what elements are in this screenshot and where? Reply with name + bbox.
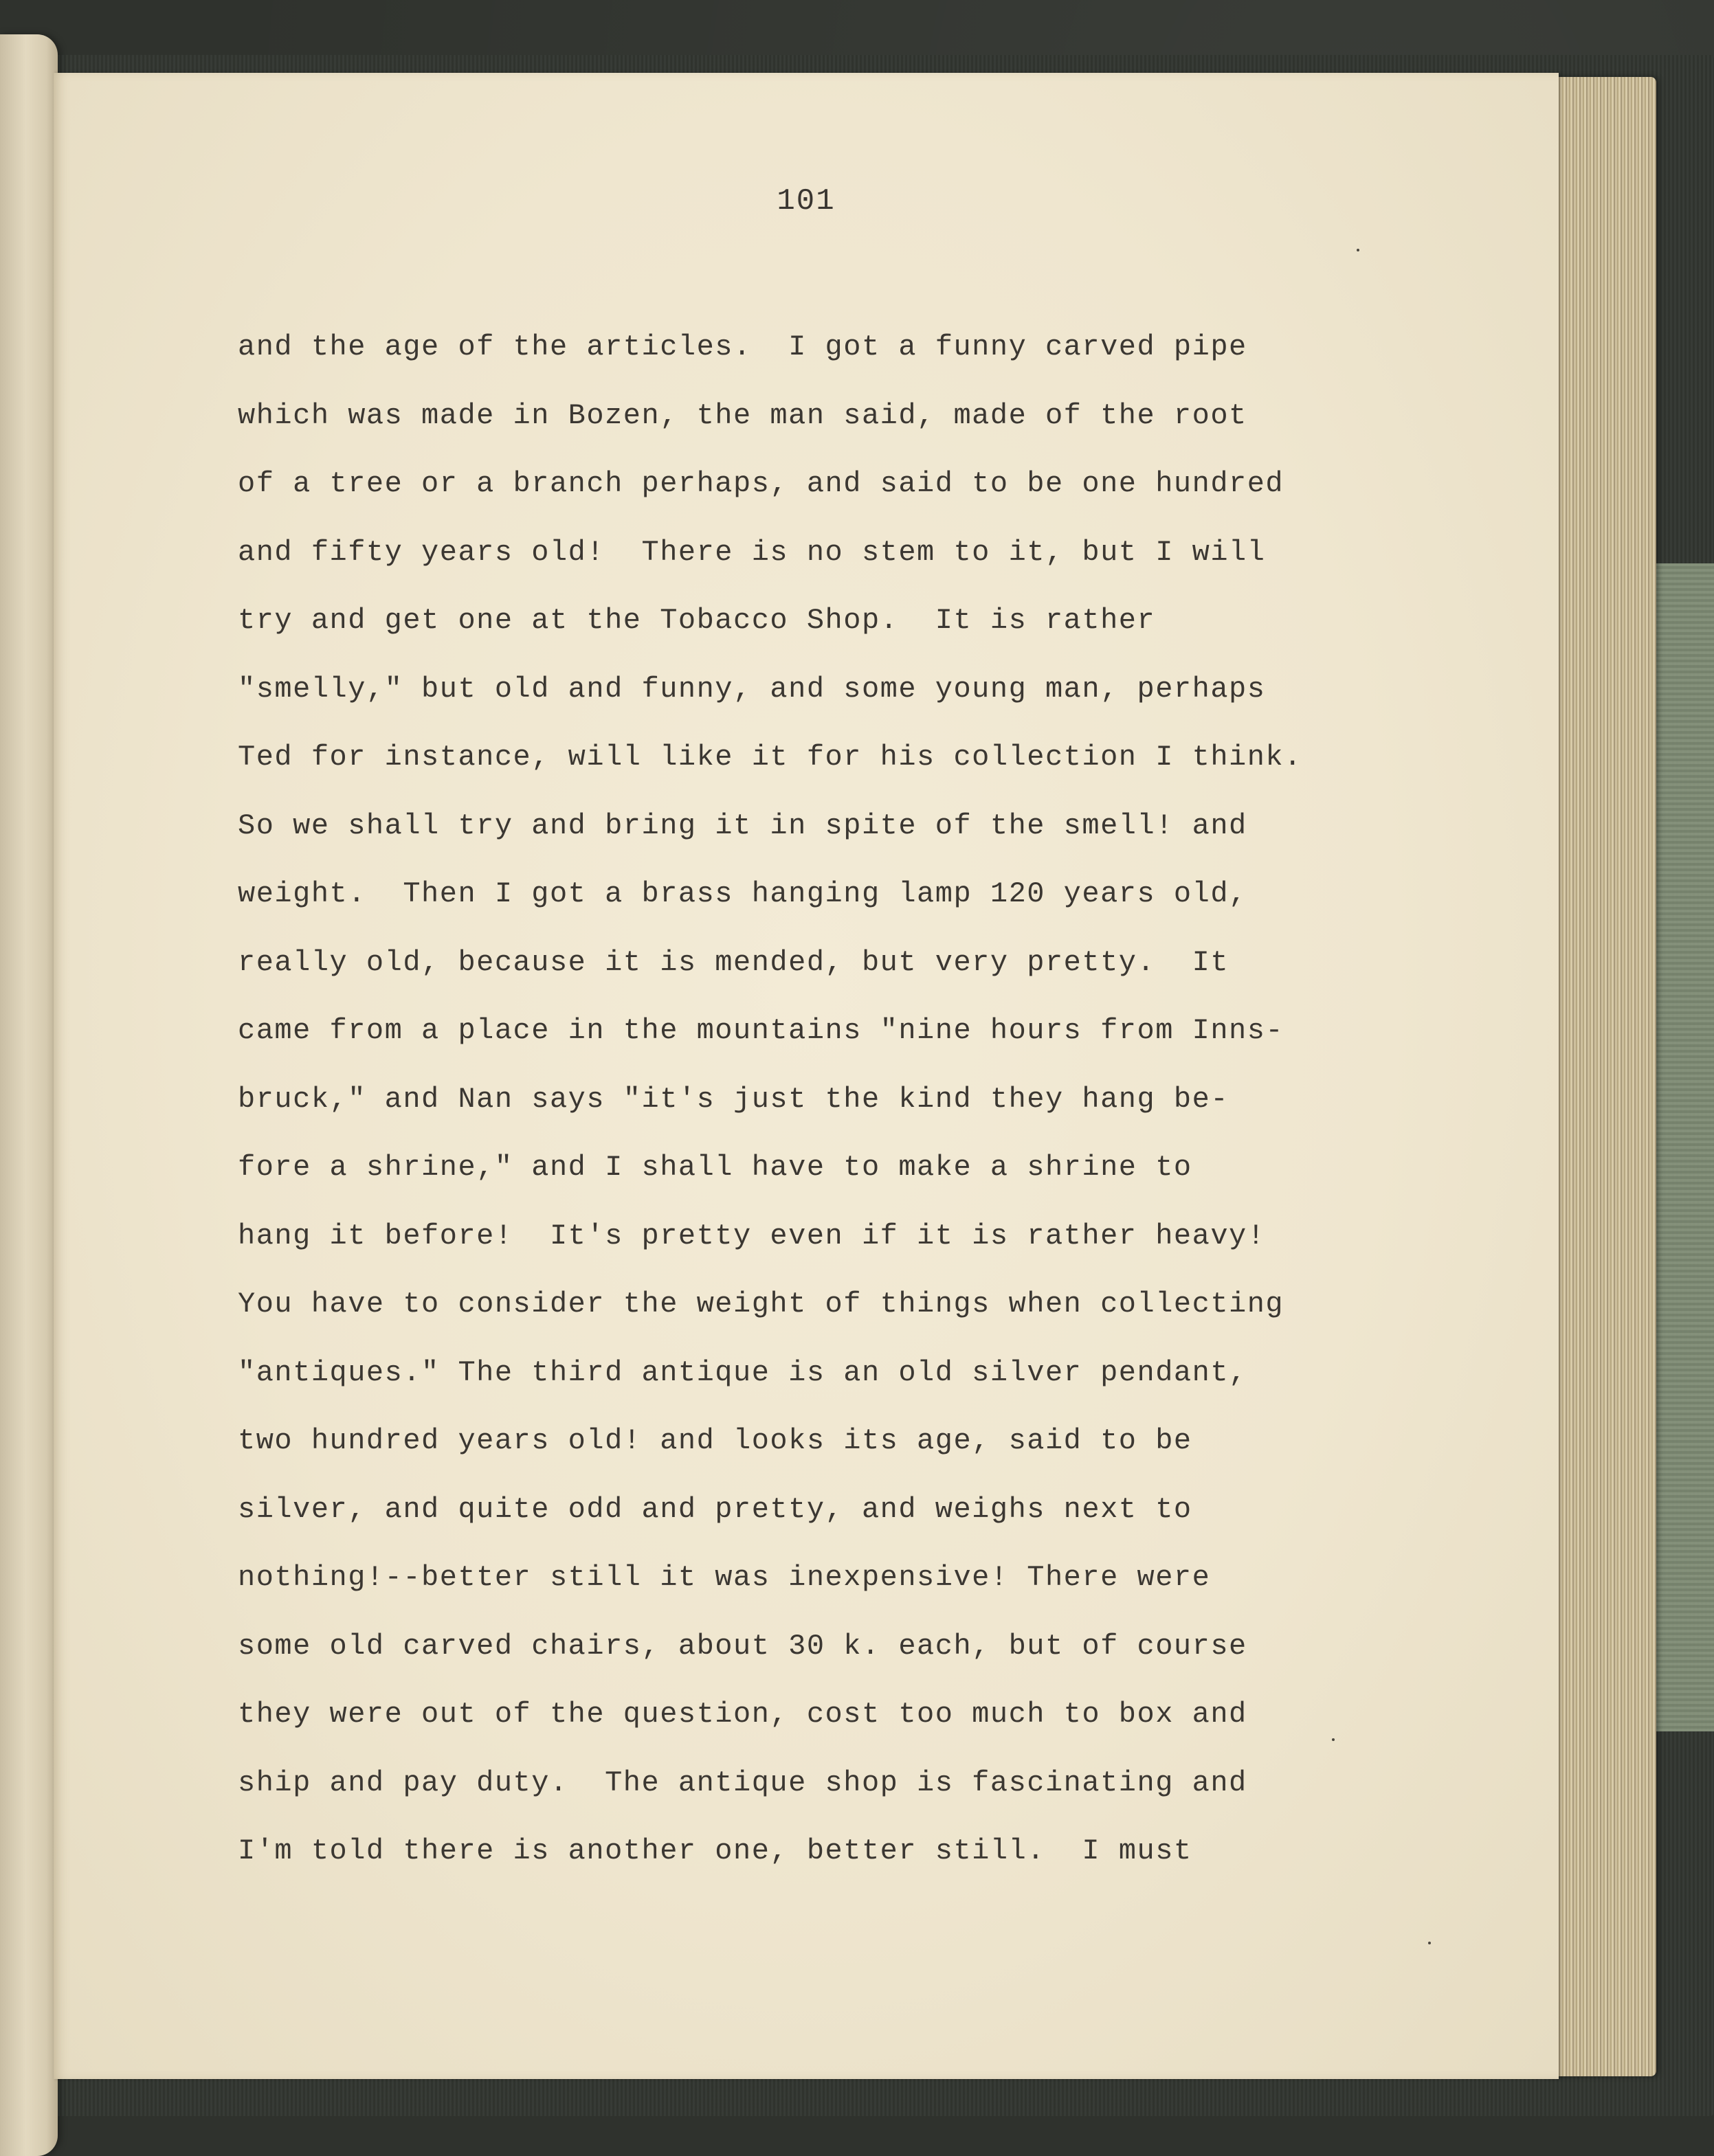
text-line: really old, because it is mended, but very pretty. It bbox=[238, 945, 1229, 979]
text-line: came from a place in the mountains "nine hours from Inns- bbox=[238, 1014, 1284, 1047]
text-line: "antiques." The third antique is an old silver pendant, bbox=[238, 1356, 1247, 1389]
text-line: which was made in Bozen, the man said, made of the root bbox=[238, 398, 1247, 432]
text-line: bruck," and Nan says "it's just the kind they hang be- bbox=[238, 1082, 1229, 1116]
text-line: fore a shrine," and I shall have to make a shrine to bbox=[238, 1151, 1192, 1184]
text-line: and fifty years old! There is no stem to it, but I will bbox=[238, 535, 1266, 569]
text-line: nothing!--better still it was inexpensive! There were bbox=[238, 1561, 1211, 1594]
text-line: some old carved chairs, about 30 k. each, but of course bbox=[238, 1629, 1247, 1663]
paper-speck bbox=[1357, 249, 1359, 251]
text-line: Ted for instance, will like it for his collection I think. bbox=[238, 741, 1302, 774]
text-line: of a tree or a branch perhaps, and said to be one hundred bbox=[238, 467, 1284, 500]
text-line: and the age of the articles. I got a funny carved pipe bbox=[238, 330, 1247, 363]
text-line: they were out of the question, cost too much to box and bbox=[238, 1698, 1247, 1731]
text-line: silver, and quite odd and pretty, and weighs next to bbox=[238, 1492, 1192, 1526]
cloth-binding-strip bbox=[1649, 563, 1714, 1731]
text-line: ship and pay duty. The antique shop is fascinating and bbox=[238, 1766, 1247, 1799]
text-line: hang it before! It's pretty even if it is rather heavy! bbox=[238, 1219, 1266, 1253]
text-line: weight. Then I got a brass hanging lamp 120 years old, bbox=[238, 877, 1247, 910]
text-line: I'm told there is another one, better still. I must bbox=[238, 1834, 1192, 1867]
text-line: try and get one at the Tobacco Shop. It is rather bbox=[238, 604, 1156, 637]
paper-speck bbox=[1332, 1738, 1335, 1741]
typed-body-text bbox=[238, 313, 1544, 1886]
typed-page bbox=[54, 73, 1559, 2079]
text-line: "smelly," but old and funny, and some young man, perhaps bbox=[238, 672, 1266, 706]
page-number: 101 bbox=[777, 184, 836, 218]
text-line: So we shall try and bring it in spite of the smell! and bbox=[238, 809, 1247, 842]
text-line: You have to consider the weight of things when collecting bbox=[238, 1288, 1284, 1321]
text-line: two hundred years old! and looks its age, said to be bbox=[238, 1424, 1192, 1457]
page-edges-stack bbox=[1546, 77, 1656, 2076]
left-page-edge bbox=[0, 34, 58, 2156]
paper-speck bbox=[1428, 1942, 1431, 1944]
